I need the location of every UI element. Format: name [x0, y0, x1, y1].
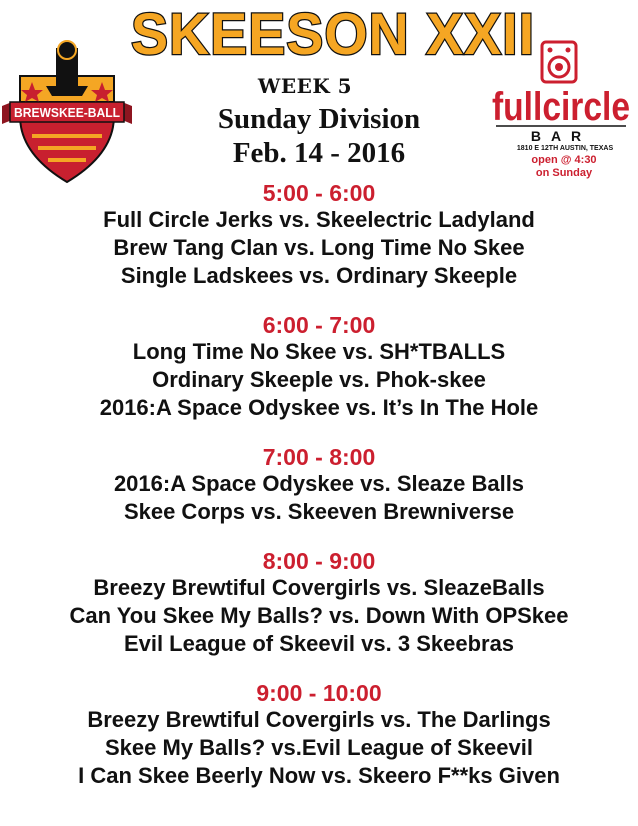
time-slot: [0, 180, 638, 290]
full-circle-wordmark: fullcircle: [492, 85, 630, 129]
brewskee-ball-logo: [2, 36, 132, 186]
match-line: Ordinary Skeeple vs. Phok-skee: [152, 367, 486, 392]
match-line: Skee Corps vs. Skeeven Brewniverse: [123, 499, 515, 524]
match-line: Breezy Brewtiful Covergirls vs. The Darlings: [87, 707, 551, 732]
event-title: [126, 2, 540, 64]
match-line: I Can Skee Beerly Now vs. Skeero F**ks Given: [78, 763, 560, 788]
match-schedule: [0, 180, 638, 812]
bar-address: 1810 E 12TH AUSTIN, TEXAS: [516, 145, 614, 152]
speaker-icon: [542, 42, 576, 82]
opening-hours-note: [500, 154, 628, 180]
opening-hours-line-2: on Sunday: [535, 167, 593, 179]
bar-wordmark: BAR: [530, 128, 592, 144]
match-line: Skee My Balls? vs.Evil League of Skeevil: [105, 735, 533, 760]
time-slot: [0, 680, 638, 790]
slot-time: 6:00 - 7:00: [262, 312, 376, 338]
match-line: Breezy Brewtiful Covergirls vs. SleazeBalls: [93, 575, 545, 600]
slot-time: 5:00 - 6:00: [262, 180, 376, 206]
match-line: Brew Tang Clan vs. Long Time No Skee: [113, 235, 525, 260]
week-label: WEEK 5: [257, 74, 353, 98]
match-line: Full Circle Jerks vs. Skeelectric Ladyland: [103, 207, 535, 232]
time-slot: [0, 548, 638, 658]
event-title-text: SKEESON XXII: [131, 2, 535, 64]
slot-time: 9:00 - 10:00: [256, 680, 382, 706]
date-label: Feb. 14 - 2016: [232, 137, 406, 169]
time-slot: [0, 312, 638, 422]
match-line: Long Time No Skee vs. SH*TBALLS: [132, 339, 506, 364]
match-line: 2016:A Space Odyskee vs. It’s In The Hole: [99, 395, 539, 420]
slot-time: 8:00 - 9:00: [262, 548, 376, 574]
division-label: Sunday Division: [217, 103, 421, 135]
match-line: 2016:A Space Odyskee vs. Sleaze Balls: [113, 471, 525, 496]
match-line: Single Ladskees vs. Ordinary Skeeple: [120, 263, 518, 288]
match-line: Evil League of Skeevil vs. 3 Skeebras: [123, 631, 515, 656]
time-slot: [0, 444, 638, 526]
slot-time: 7:00 - 8:00: [262, 444, 376, 470]
match-line: Can You Skee My Balls? vs. Down With OPSkee: [69, 603, 569, 628]
opening-hours-line-1: open @ 4:30: [531, 154, 597, 166]
brewskee-ball-logo-text: BREWSKEE-BALL: [14, 105, 121, 120]
